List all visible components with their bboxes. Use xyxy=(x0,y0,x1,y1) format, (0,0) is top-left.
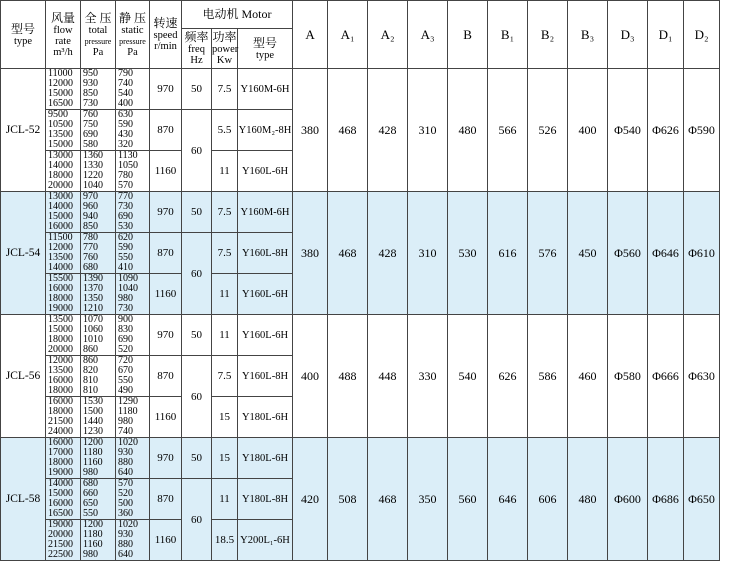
flow-values-cell xyxy=(46,479,81,520)
static-value: 640 xyxy=(118,549,133,560)
total-value: 970 xyxy=(83,191,98,202)
motor-model-cell: Y200L₁-6H xyxy=(238,520,293,561)
header-dim-d3: D₃ xyxy=(608,1,648,69)
power-cell: 18.5 xyxy=(212,520,238,561)
total-value: 1200 xyxy=(83,519,103,530)
total-value: 930 xyxy=(83,78,98,89)
table-row xyxy=(1,438,750,479)
power-cell: 11 xyxy=(212,274,238,315)
total-values-cell xyxy=(81,356,116,397)
dim-b-cell: 540 xyxy=(448,315,488,438)
speed-cell: 870 xyxy=(150,356,182,397)
static-value: 930 xyxy=(118,529,133,540)
total-value: 1160 xyxy=(83,457,103,468)
flow-value: 16500 xyxy=(48,98,73,109)
static-value: 1020 xyxy=(118,437,138,448)
dim-a3-cell: 310 xyxy=(408,192,448,315)
static-value: 1020 xyxy=(118,519,138,530)
flow-value: 22500 xyxy=(48,549,73,560)
static-value: 690 xyxy=(118,211,133,222)
speed-cell: 870 xyxy=(150,110,182,151)
motor-model-cell: Y160L-6H xyxy=(238,274,293,315)
static-value: 980 xyxy=(118,293,133,304)
dim-d2-cell: Φ590 xyxy=(684,69,720,192)
static-values-cell xyxy=(116,315,150,356)
dim-a-cell: 380 xyxy=(293,192,328,315)
dim-a2-cell: 428 xyxy=(368,192,408,315)
flow-values-cell xyxy=(46,397,81,438)
freq-cell: 50 xyxy=(182,438,212,479)
header-dim-a: A xyxy=(293,1,328,69)
static-value: 620 xyxy=(118,232,133,243)
dim-b-cell: 480 xyxy=(448,69,488,192)
dim-a-cell: 420 xyxy=(293,438,328,561)
header-total-pressure: 全 压 total pressure Pa xyxy=(81,1,116,69)
freq-cell: 60 xyxy=(182,356,212,438)
static-value: 1290 xyxy=(118,396,138,407)
total-value: 1370 xyxy=(83,283,103,294)
total-value: 1210 xyxy=(83,303,103,314)
dim-d2-cell: Φ650 xyxy=(684,438,720,561)
flow-value: 19000 xyxy=(48,303,73,314)
speed-cell: 970 xyxy=(150,438,182,479)
header-dim-b3: B₃ xyxy=(568,1,608,69)
flow-value: 16000 xyxy=(48,283,73,294)
power-cell: 11 xyxy=(212,315,238,356)
flow-value: 18000 xyxy=(48,457,73,468)
speed-cell: 870 xyxy=(150,233,182,274)
flow-value: 14000 xyxy=(48,478,73,489)
dim-a3-cell: 330 xyxy=(408,315,448,438)
flow-value: 13500 xyxy=(48,314,73,325)
power-cell: 15 xyxy=(212,438,238,479)
total-value: 980 xyxy=(83,549,98,560)
dim-d1-cell: Φ666 xyxy=(648,315,684,438)
flow-value: 14000 xyxy=(48,160,73,171)
static-value: 670 xyxy=(118,365,133,376)
static-value: 880 xyxy=(118,457,133,468)
dim-a1-cell: 508 xyxy=(328,438,368,561)
total-value: 1500 xyxy=(83,406,103,417)
static-value: 520 xyxy=(118,488,133,499)
static-values-cell xyxy=(116,192,150,233)
motor-model-cell: Y160L-8H xyxy=(238,356,293,397)
flow-value: 12000 xyxy=(48,78,73,89)
motor-model-cell: Y160L-6H xyxy=(238,151,293,192)
flow-values-cell xyxy=(46,274,81,315)
static-value: 900 xyxy=(118,314,133,325)
flow-values-cell xyxy=(46,69,81,110)
motor-model-cell: Y180L-8H xyxy=(238,479,293,520)
header-motor: 电动机 Motor xyxy=(182,1,293,29)
total-value: 760 xyxy=(83,252,98,263)
dim-d1-cell: Φ646 xyxy=(648,192,684,315)
header-flow: 风量 flow rate m³/h xyxy=(46,1,81,69)
freq-cell: 60 xyxy=(182,479,212,561)
flow-value: 15000 xyxy=(48,211,73,222)
dim-b3-cell: 480 xyxy=(568,438,608,561)
flow-value: 9500 xyxy=(48,109,68,120)
flow-value: 19000 xyxy=(48,519,73,530)
header-dim-d1: D₁ xyxy=(648,1,684,69)
static-value: 770 xyxy=(118,191,133,202)
static-value: 630 xyxy=(118,109,133,120)
freq-cell: 60 xyxy=(182,233,212,315)
dim-a3-cell: 350 xyxy=(408,438,448,561)
flow-value: 13500 xyxy=(48,365,73,376)
total-value: 1070 xyxy=(83,314,103,325)
static-value: 430 xyxy=(118,129,133,140)
flow-value: 17000 xyxy=(48,447,73,458)
total-value: 1160 xyxy=(83,539,103,550)
total-value: 1040 xyxy=(83,180,103,191)
static-value: 540 xyxy=(118,88,133,99)
dim-a1-cell: 468 xyxy=(328,192,368,315)
static-value: 780 xyxy=(118,170,133,181)
flow-value: 24000 xyxy=(48,426,73,437)
static-value: 500 xyxy=(118,498,133,509)
static-value: 590 xyxy=(118,119,133,130)
total-values-cell xyxy=(81,69,116,110)
static-value: 880 xyxy=(118,539,133,550)
total-values-cell xyxy=(81,315,116,356)
motor-model-cell: Y180L-6H xyxy=(238,397,293,438)
dim-d1-cell: Φ686 xyxy=(648,438,684,561)
power-cell: 7.5 xyxy=(212,233,238,274)
fan-type-cell: JCL-56 xyxy=(1,315,46,438)
static-value: 730 xyxy=(118,303,133,314)
dim-b3-cell: 450 xyxy=(568,192,608,315)
flow-value: 18000 xyxy=(48,406,73,417)
dim-b1-cell: 646 xyxy=(488,438,528,561)
dim-b3-cell: 400 xyxy=(568,69,608,192)
power-cell: 7.5 xyxy=(212,69,238,110)
header-dim-a1: A₁ xyxy=(328,1,368,69)
flow-value: 15500 xyxy=(48,273,73,284)
speed-cell: 1160 xyxy=(150,520,182,561)
total-value: 650 xyxy=(83,498,98,509)
header-power: 功率 power Kw xyxy=(212,29,238,69)
power-cell: 11 xyxy=(212,479,238,520)
total-value: 820 xyxy=(83,365,98,376)
dim-b1-cell: 566 xyxy=(488,69,528,192)
flow-value: 16000 xyxy=(48,396,73,407)
static-values-cell xyxy=(116,233,150,274)
static-value: 1050 xyxy=(118,160,138,171)
dim-d3-cell: Φ600 xyxy=(608,438,648,561)
total-value: 860 xyxy=(83,355,98,366)
total-value: 780 xyxy=(83,232,98,243)
total-value: 980 xyxy=(83,467,98,478)
flow-value: 10500 xyxy=(48,119,73,130)
flow-value: 13500 xyxy=(48,252,73,263)
total-value: 770 xyxy=(83,242,98,253)
total-value: 580 xyxy=(83,139,98,150)
flow-value: 15000 xyxy=(48,324,73,335)
static-value: 720 xyxy=(118,355,133,366)
static-values-cell xyxy=(116,69,150,110)
flow-value: 11000 xyxy=(48,68,73,79)
flow-value: 14000 xyxy=(48,201,73,212)
header-motor-type: 型号 type xyxy=(238,29,293,69)
static-values-cell xyxy=(116,274,150,315)
header-speed: 转速 speed r/min xyxy=(150,1,182,69)
static-value: 790 xyxy=(118,68,133,79)
speed-cell: 970 xyxy=(150,192,182,233)
total-value: 1180 xyxy=(83,529,103,540)
dim-a2-cell: 428 xyxy=(368,69,408,192)
total-value: 850 xyxy=(83,221,98,232)
total-value: 1530 xyxy=(83,396,103,407)
static-values-cell xyxy=(116,397,150,438)
flow-value: 21500 xyxy=(48,416,73,427)
fan-type-cell: JCL-54 xyxy=(1,192,46,315)
dim-a2-cell: 468 xyxy=(368,438,408,561)
total-value: 1010 xyxy=(83,334,103,345)
dim-a-cell: 380 xyxy=(293,69,328,192)
dim-b2-cell: 586 xyxy=(528,315,568,438)
freq-cell: 50 xyxy=(182,315,212,356)
fan-type-cell: JCL-58 xyxy=(1,438,46,561)
power-cell: 11 xyxy=(212,151,238,192)
flow-value: 16000 xyxy=(48,437,73,448)
dim-d3-cell: Φ580 xyxy=(608,315,648,438)
static-values-cell xyxy=(116,520,150,561)
static-value: 1130 xyxy=(118,150,138,161)
motor-model-cell: Y160M₂-8H xyxy=(238,110,293,151)
total-values-cell xyxy=(81,438,116,479)
dim-d3-cell: Φ540 xyxy=(608,69,648,192)
flow-value: 15000 xyxy=(48,88,73,99)
total-values-cell xyxy=(81,151,116,192)
total-values-cell xyxy=(81,274,116,315)
static-values-cell xyxy=(116,438,150,479)
total-value: 960 xyxy=(83,201,98,212)
static-value: 530 xyxy=(118,221,133,232)
total-value: 680 xyxy=(83,478,98,489)
total-value: 1390 xyxy=(83,273,103,284)
power-cell: 7.5 xyxy=(212,356,238,397)
freq-cell: 60 xyxy=(182,110,212,192)
dim-b-cell: 530 xyxy=(448,192,488,315)
total-value: 860 xyxy=(83,344,98,355)
flow-value: 20000 xyxy=(48,344,73,355)
flow-value: 18000 xyxy=(48,385,73,396)
total-value: 1200 xyxy=(83,437,103,448)
dim-b2-cell: 606 xyxy=(528,438,568,561)
flow-values-cell xyxy=(46,315,81,356)
static-value: 520 xyxy=(118,344,133,355)
static-value: 550 xyxy=(118,252,133,263)
dim-b1-cell: 616 xyxy=(488,192,528,315)
total-value: 1220 xyxy=(83,170,103,181)
power-cell: 15 xyxy=(212,397,238,438)
static-value: 740 xyxy=(118,78,133,89)
flow-value: 20000 xyxy=(48,180,73,191)
motor-model-cell: Y180L-6H xyxy=(238,438,293,479)
static-values-cell xyxy=(116,479,150,520)
flow-value: 16000 xyxy=(48,221,73,232)
total-value: 1360 xyxy=(83,150,103,161)
static-value: 490 xyxy=(118,385,133,396)
total-value: 950 xyxy=(83,68,98,79)
total-value: 730 xyxy=(83,98,98,109)
flow-value: 12000 xyxy=(48,355,73,366)
dim-d1-cell: Φ626 xyxy=(648,69,684,192)
static-value: 550 xyxy=(118,375,133,386)
total-value: 810 xyxy=(83,375,98,386)
flow-values-cell xyxy=(46,110,81,151)
flow-value: 13000 xyxy=(48,150,73,161)
total-value: 1440 xyxy=(83,416,103,427)
total-value: 1060 xyxy=(83,324,103,335)
static-values-cell xyxy=(116,356,150,397)
flow-values-cell xyxy=(46,438,81,479)
dim-b2-cell: 526 xyxy=(528,69,568,192)
dim-a1-cell: 488 xyxy=(328,315,368,438)
total-values-cell xyxy=(81,192,116,233)
header-freq: 频率 freq Hz xyxy=(182,29,212,69)
flow-value: 14000 xyxy=(48,262,73,273)
static-value: 1180 xyxy=(118,406,138,417)
dim-b1-cell: 626 xyxy=(488,315,528,438)
static-values-cell xyxy=(116,151,150,192)
dim-a1-cell: 468 xyxy=(328,69,368,192)
flow-values-cell xyxy=(46,520,81,561)
header-dim-a3: A₃ xyxy=(408,1,448,69)
dim-b-cell: 560 xyxy=(448,438,488,561)
total-value: 760 xyxy=(83,109,98,120)
dim-d3-cell: Φ560 xyxy=(608,192,648,315)
static-values-cell xyxy=(116,110,150,151)
static-value: 690 xyxy=(118,334,133,345)
total-value: 1230 xyxy=(83,426,103,437)
flow-values-cell xyxy=(46,356,81,397)
speed-cell: 970 xyxy=(150,315,182,356)
flow-value: 21500 xyxy=(48,539,73,550)
static-value: 930 xyxy=(118,447,133,458)
flow-value: 15000 xyxy=(48,139,73,150)
static-value: 640 xyxy=(118,467,133,478)
dim-a3-cell: 310 xyxy=(408,69,448,192)
flow-values-cell xyxy=(46,233,81,274)
flow-value: 18000 xyxy=(48,293,73,304)
flow-value: 12000 xyxy=(48,242,73,253)
motor-model-cell: Y160L-6H xyxy=(238,315,293,356)
dim-b2-cell: 576 xyxy=(528,192,568,315)
total-value: 940 xyxy=(83,211,98,222)
header-dim-b1: B₁ xyxy=(488,1,528,69)
static-value: 570 xyxy=(118,180,133,191)
total-value: 810 xyxy=(83,385,98,396)
header-dim-b: B xyxy=(448,1,488,69)
total-value: 550 xyxy=(83,508,98,519)
static-value: 590 xyxy=(118,242,133,253)
header-dim-b2: B₂ xyxy=(528,1,568,69)
total-values-cell xyxy=(81,397,116,438)
speed-cell: 870 xyxy=(150,479,182,520)
header-dim-a2: A₂ xyxy=(368,1,408,69)
static-value: 1040 xyxy=(118,283,138,294)
flow-value: 13000 xyxy=(48,191,73,202)
header-type: 型号 type xyxy=(1,1,46,69)
flow-values-cell xyxy=(46,151,81,192)
header-dim-d2: D₂ xyxy=(684,1,720,69)
table-row xyxy=(1,315,750,356)
dim-d2-cell: Φ610 xyxy=(684,192,720,315)
total-value: 1330 xyxy=(83,160,103,171)
flow-value: 19000 xyxy=(48,467,73,478)
table-row xyxy=(1,69,750,110)
speed-cell: 1160 xyxy=(150,274,182,315)
flow-value: 20000 xyxy=(48,529,73,540)
motor-model-cell: Y160L-8H xyxy=(238,233,293,274)
power-cell: 7.5 xyxy=(212,192,238,233)
speed-cell: 1160 xyxy=(150,397,182,438)
flow-value: 18000 xyxy=(48,334,73,345)
table-body xyxy=(1,69,750,561)
static-value: 740 xyxy=(118,426,133,437)
dim-a2-cell: 448 xyxy=(368,315,408,438)
total-value: 750 xyxy=(83,119,98,130)
power-cell: 5.5 xyxy=(212,110,238,151)
static-value: 730 xyxy=(118,201,133,212)
static-value: 320 xyxy=(118,139,133,150)
freq-cell: 50 xyxy=(182,69,212,110)
flow-value: 15000 xyxy=(48,488,73,499)
freq-cell: 50 xyxy=(182,192,212,233)
flow-value: 16500 xyxy=(48,508,73,519)
dim-b3-cell: 460 xyxy=(568,315,608,438)
static-value: 360 xyxy=(118,508,133,519)
static-value: 980 xyxy=(118,416,133,427)
static-value: 570 xyxy=(118,478,133,489)
total-value: 850 xyxy=(83,88,98,99)
total-value: 660 xyxy=(83,488,98,499)
flow-values-cell xyxy=(46,192,81,233)
dim-d2-cell: Φ630 xyxy=(684,315,720,438)
total-value: 680 xyxy=(83,262,98,273)
flow-value: 18000 xyxy=(48,170,73,181)
total-values-cell xyxy=(81,479,116,520)
static-value: 1090 xyxy=(118,273,138,284)
static-value: 400 xyxy=(118,98,133,109)
total-value: 690 xyxy=(83,129,98,140)
fan-type-cell: JCL-52 xyxy=(1,69,46,192)
motor-model-cell: Y160M-6H xyxy=(238,192,293,233)
static-value: 830 xyxy=(118,324,133,335)
total-values-cell xyxy=(81,233,116,274)
speed-cell: 1160 xyxy=(150,151,182,192)
total-values-cell xyxy=(81,110,116,151)
table-row xyxy=(1,192,750,233)
motor-model-cell: Y160M-6H xyxy=(238,69,293,110)
header-static-pressure: 静 压 static pressure Pa xyxy=(116,1,150,69)
speed-cell: 970 xyxy=(150,69,182,110)
total-value: 1350 xyxy=(83,293,103,304)
static-value: 410 xyxy=(118,262,133,273)
total-value: 1180 xyxy=(83,447,103,458)
flow-value: 13500 xyxy=(48,129,73,140)
flow-value: 16000 xyxy=(48,498,73,509)
total-values-cell xyxy=(81,520,116,561)
dim-a-cell: 400 xyxy=(293,315,328,438)
flow-value: 16000 xyxy=(48,375,73,386)
flow-value: 11500 xyxy=(48,232,73,243)
